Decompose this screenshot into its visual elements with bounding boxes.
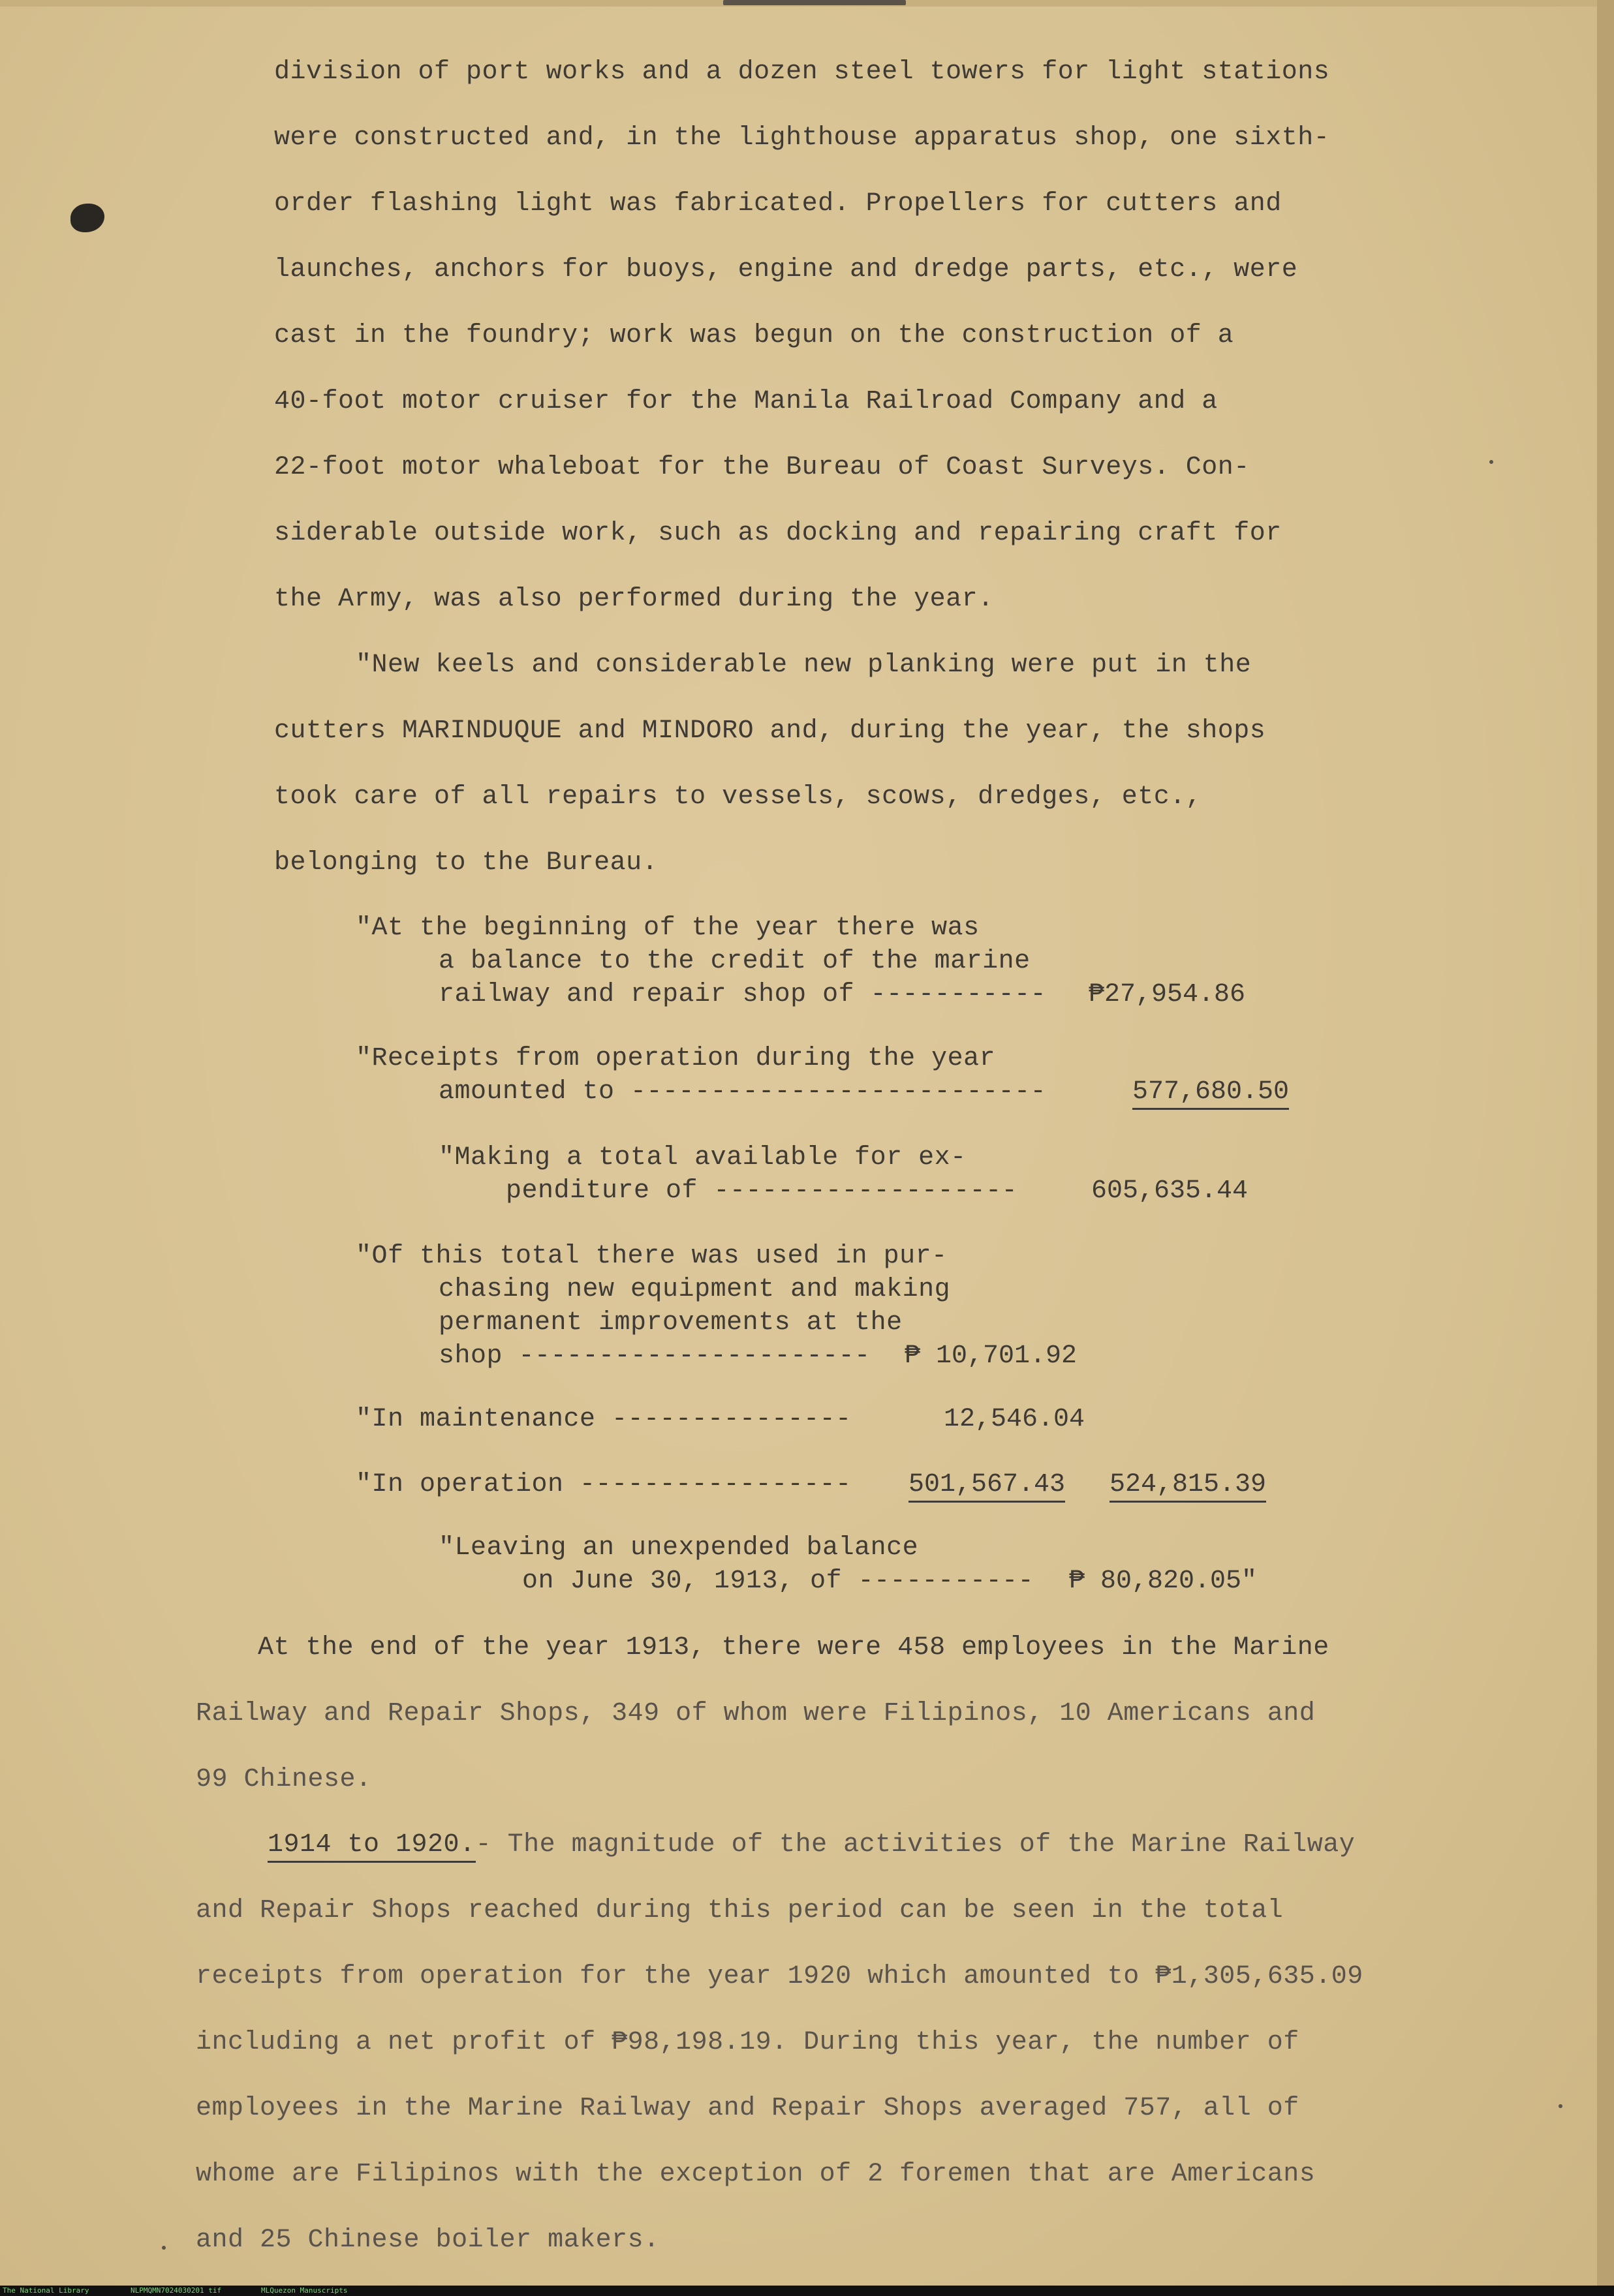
- text-line: 40-foot motor cruiser for the Manila Railroad Company and a: [274, 387, 1218, 416]
- ink-blot: [70, 204, 104, 232]
- section-heading: 1914 to 1920.: [268, 1830, 476, 1863]
- scan-footer: [0, 2286, 1614, 2296]
- ledger-line: penditure of -------------------: [506, 1176, 1018, 1206]
- text-line: Railway and Repair Shops, 349 of whom were Filipinos, 10 Americans and: [196, 1699, 1316, 1728]
- text-line: order flashing light was fabricated. Propellers for cutters and: [274, 189, 1282, 219]
- text-line: division of port works and a dozen steel towers for light stations: [274, 57, 1330, 87]
- text-line: siderable outside work, such as docking and repairing craft for: [274, 519, 1282, 548]
- receipts-value: 577,680.50: [1132, 1077, 1289, 1110]
- ledger-line: railway and repair shop of -----------: [439, 980, 1047, 1009]
- balance-begin-value: ₱27,954.86: [1089, 980, 1246, 1009]
- ledger-line: "At the beginning of the year there was: [356, 913, 980, 943]
- ledger-line: permanent improvements at the: [439, 1308, 903, 1338]
- paper-right-edge: [1597, 0, 1614, 2296]
- text-line: belonging to the Bureau.: [274, 848, 659, 878]
- text-line: "New keels and considerable new planking were put in the: [356, 651, 1252, 680]
- paper-speck: [1559, 2104, 1562, 2108]
- text-line: 99 Chinese.: [196, 1765, 372, 1794]
- page-number-remnant: [723, 0, 906, 5]
- operation-value: 501,567.43: [908, 1470, 1065, 1503]
- text-line: whome are Filipinos with the exception of 2 foremen that are Americans: [196, 2160, 1316, 2189]
- ledger-line: "In maintenance ---------------: [356, 1405, 852, 1434]
- ledger-line: "In operation -----------------: [356, 1470, 852, 1499]
- ledger-line: a balance to the credit of the marine: [439, 947, 1031, 976]
- text-line: and 25 Chinese boiler makers.: [196, 2226, 660, 2255]
- text-line: were constructed and, in the lighthouse apparatus shop, one sixth-: [274, 123, 1330, 153]
- footer-library: The National Library: [3, 2286, 89, 2295]
- footer-collection: MLQuezon Manuscripts: [261, 2286, 348, 2295]
- ledger-line: amounted to --------------------------: [439, 1077, 1047, 1107]
- ledger-line: "Of this total there was used in pur-: [356, 1242, 948, 1271]
- text-line: and Repair Shops reached during this period can be seen in the total: [196, 1896, 1284, 1925]
- total-available-value: 605,635.44: [1091, 1176, 1249, 1206]
- purchasing-value: ₱ 10,701.92: [905, 1341, 1078, 1371]
- ledger-line: "Leaving an unexpended balance: [439, 1533, 919, 1563]
- text-line: including a net profit of ₱98,198.19. During this year, the number of: [196, 2028, 1299, 2057]
- text-line: At the end of the year 1913, there were 458 employees in the Marine: [258, 1633, 1329, 1662]
- text-line: the Army, was also performed during the year.: [274, 585, 994, 614]
- ledger-line: shop ----------------------: [439, 1341, 871, 1371]
- text-line: cutters MARINDUQUE and MINDORO and, during the year, the shops: [274, 716, 1266, 746]
- section-line: [268, 1830, 1355, 1860]
- ledger-line: "Making a total available for ex-: [439, 1143, 967, 1172]
- ledger-line: on June 30, 1913, of -----------: [522, 1567, 1034, 1596]
- paper-speck: [162, 2246, 166, 2250]
- ledger-line: chasing new equipment and making: [439, 1275, 951, 1304]
- ledger-line: "Receipts from operation during the year: [356, 1044, 996, 1073]
- maintenance-value: 12,546.04: [944, 1405, 1085, 1434]
- text-line: launches, anchors for buoys, engine and dredge parts, etc., were: [274, 255, 1298, 284]
- text-line: took care of all repairs to vessels, scows, dredges, etc.,: [274, 782, 1202, 812]
- footer-file-id: NLPMQMN7024030201 tif: [131, 2286, 222, 2295]
- text-line: 22-foot motor whaleboat for the Bureau of Coast Surveys. Con-: [274, 453, 1250, 482]
- text-line: cast in the foundry; work was begun on the construction of a: [274, 321, 1234, 350]
- section-text: - The magnitude of the activities of the Marine Railway: [475, 1830, 1356, 1860]
- text-line: receipts from operation for the year 1920 which amounted to ₱1,305,635.09: [196, 1962, 1363, 1991]
- text-line: employees in the Marine Railway and Repair Shops averaged 757, all of: [196, 2094, 1299, 2123]
- paper-speck: [1489, 460, 1493, 464]
- operation-total: 524,815.39: [1110, 1470, 1266, 1503]
- unexpended-value: ₱ 80,820.05": [1069, 1567, 1258, 1596]
